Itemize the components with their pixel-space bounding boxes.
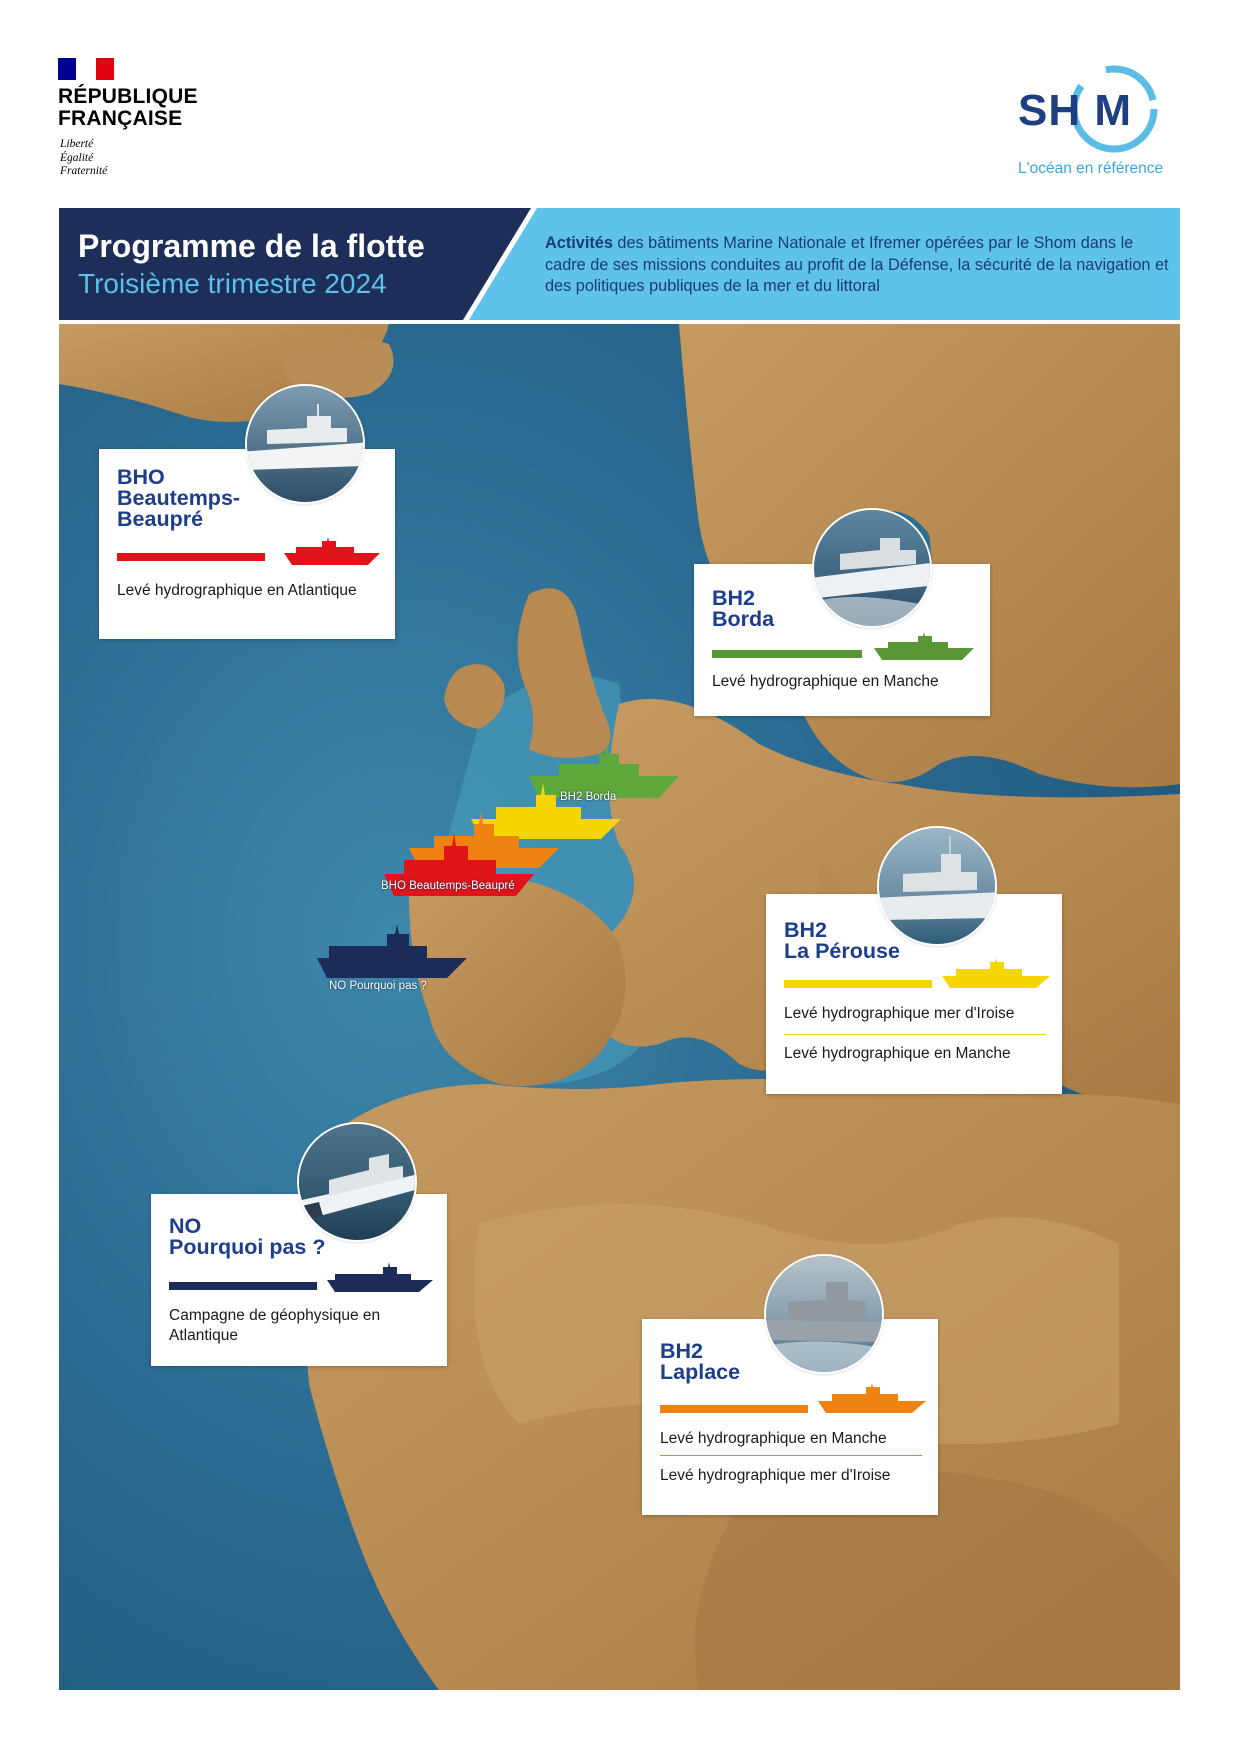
activity-separator <box>660 1455 922 1456</box>
rf-name: RÉPUBLIQUE FRANÇAISE <box>58 85 198 130</box>
ship-photo-pourquoi <box>299 1124 415 1240</box>
map-label-beautemps: BHO Beautemps-Beaupré <box>381 880 515 892</box>
page-title: Programme de la flotte <box>78 228 425 264</box>
activity-text: Levé hydrographique en Manche <box>660 1430 887 1447</box>
republique-francaise-logo <box>58 58 218 188</box>
header-banner <box>59 208 1180 320</box>
ship-silhouette-icon <box>327 1262 433 1294</box>
ship-name: BH2 Borda <box>712 586 775 631</box>
shom-logo <box>1008 56 1188 186</box>
ship-name: NO Pourquoi pas ? <box>169 1214 326 1259</box>
ship-color-bar <box>169 1282 317 1290</box>
activity-text: Levé hydrographique en Manche <box>784 1045 1011 1062</box>
ship-photo-perouse <box>879 828 995 944</box>
shom-wordmark: SH M <box>1018 86 1132 135</box>
rf-motto: Liberté Égalité Fraternité <box>60 138 108 177</box>
map-label-borda: BH2 Borda <box>560 791 617 803</box>
ship-silhouette-icon <box>874 632 974 662</box>
marianne-flag-icon <box>58 58 114 80</box>
ship-color-bar <box>660 1405 808 1413</box>
ship-color-bar <box>712 650 862 658</box>
page-subtitle: Troisième trimestre 2024 <box>78 268 387 299</box>
ship-photo-borda <box>814 510 930 626</box>
ship-silhouette-icon <box>818 1383 926 1415</box>
activity-text: Levé hydrographique en Manche <box>712 673 939 690</box>
ship-silhouette-icon <box>942 958 1050 990</box>
ship-color-bar <box>117 553 265 561</box>
ship-photo-laplace <box>766 1256 882 1372</box>
ship-name: BH2 La Pérouse <box>784 918 900 963</box>
activity-text: Levé hydrographique en Atlantique <box>117 582 357 599</box>
shom-tagline: L'océan en référence <box>1018 160 1164 177</box>
map-label-pourquoi: NO Pourquoi pas ? <box>329 980 427 992</box>
europe-africa-map <box>59 324 1180 1690</box>
activity-text: Levé hydrographique mer d'Iroise <box>660 1467 891 1484</box>
ship-photo-beautemps <box>247 386 363 502</box>
activity-separator <box>784 1034 1046 1035</box>
map-ship-beautemps <box>384 834 544 904</box>
ship-name: BHO Beautemps- Beaupré <box>117 465 241 531</box>
ship-name: BH2 Laplace <box>660 1339 741 1384</box>
ship-color-bar <box>784 980 932 988</box>
banner-description: Activités des bâtiments Marine Nationale et Ifremer opérées par le Shom dans le cadre de ses missions conduites au profit de la Défense, la sécurité de la navigation et des politiques publiques de la mer et du littoral <box>545 234 1169 295</box>
activity-text: Campagne de géophysique en Atlantique <box>169 1307 381 1344</box>
ship-silhouette-icon <box>284 537 380 567</box>
activity-text: Levé hydrographique mer d'Iroise <box>784 1005 1015 1022</box>
